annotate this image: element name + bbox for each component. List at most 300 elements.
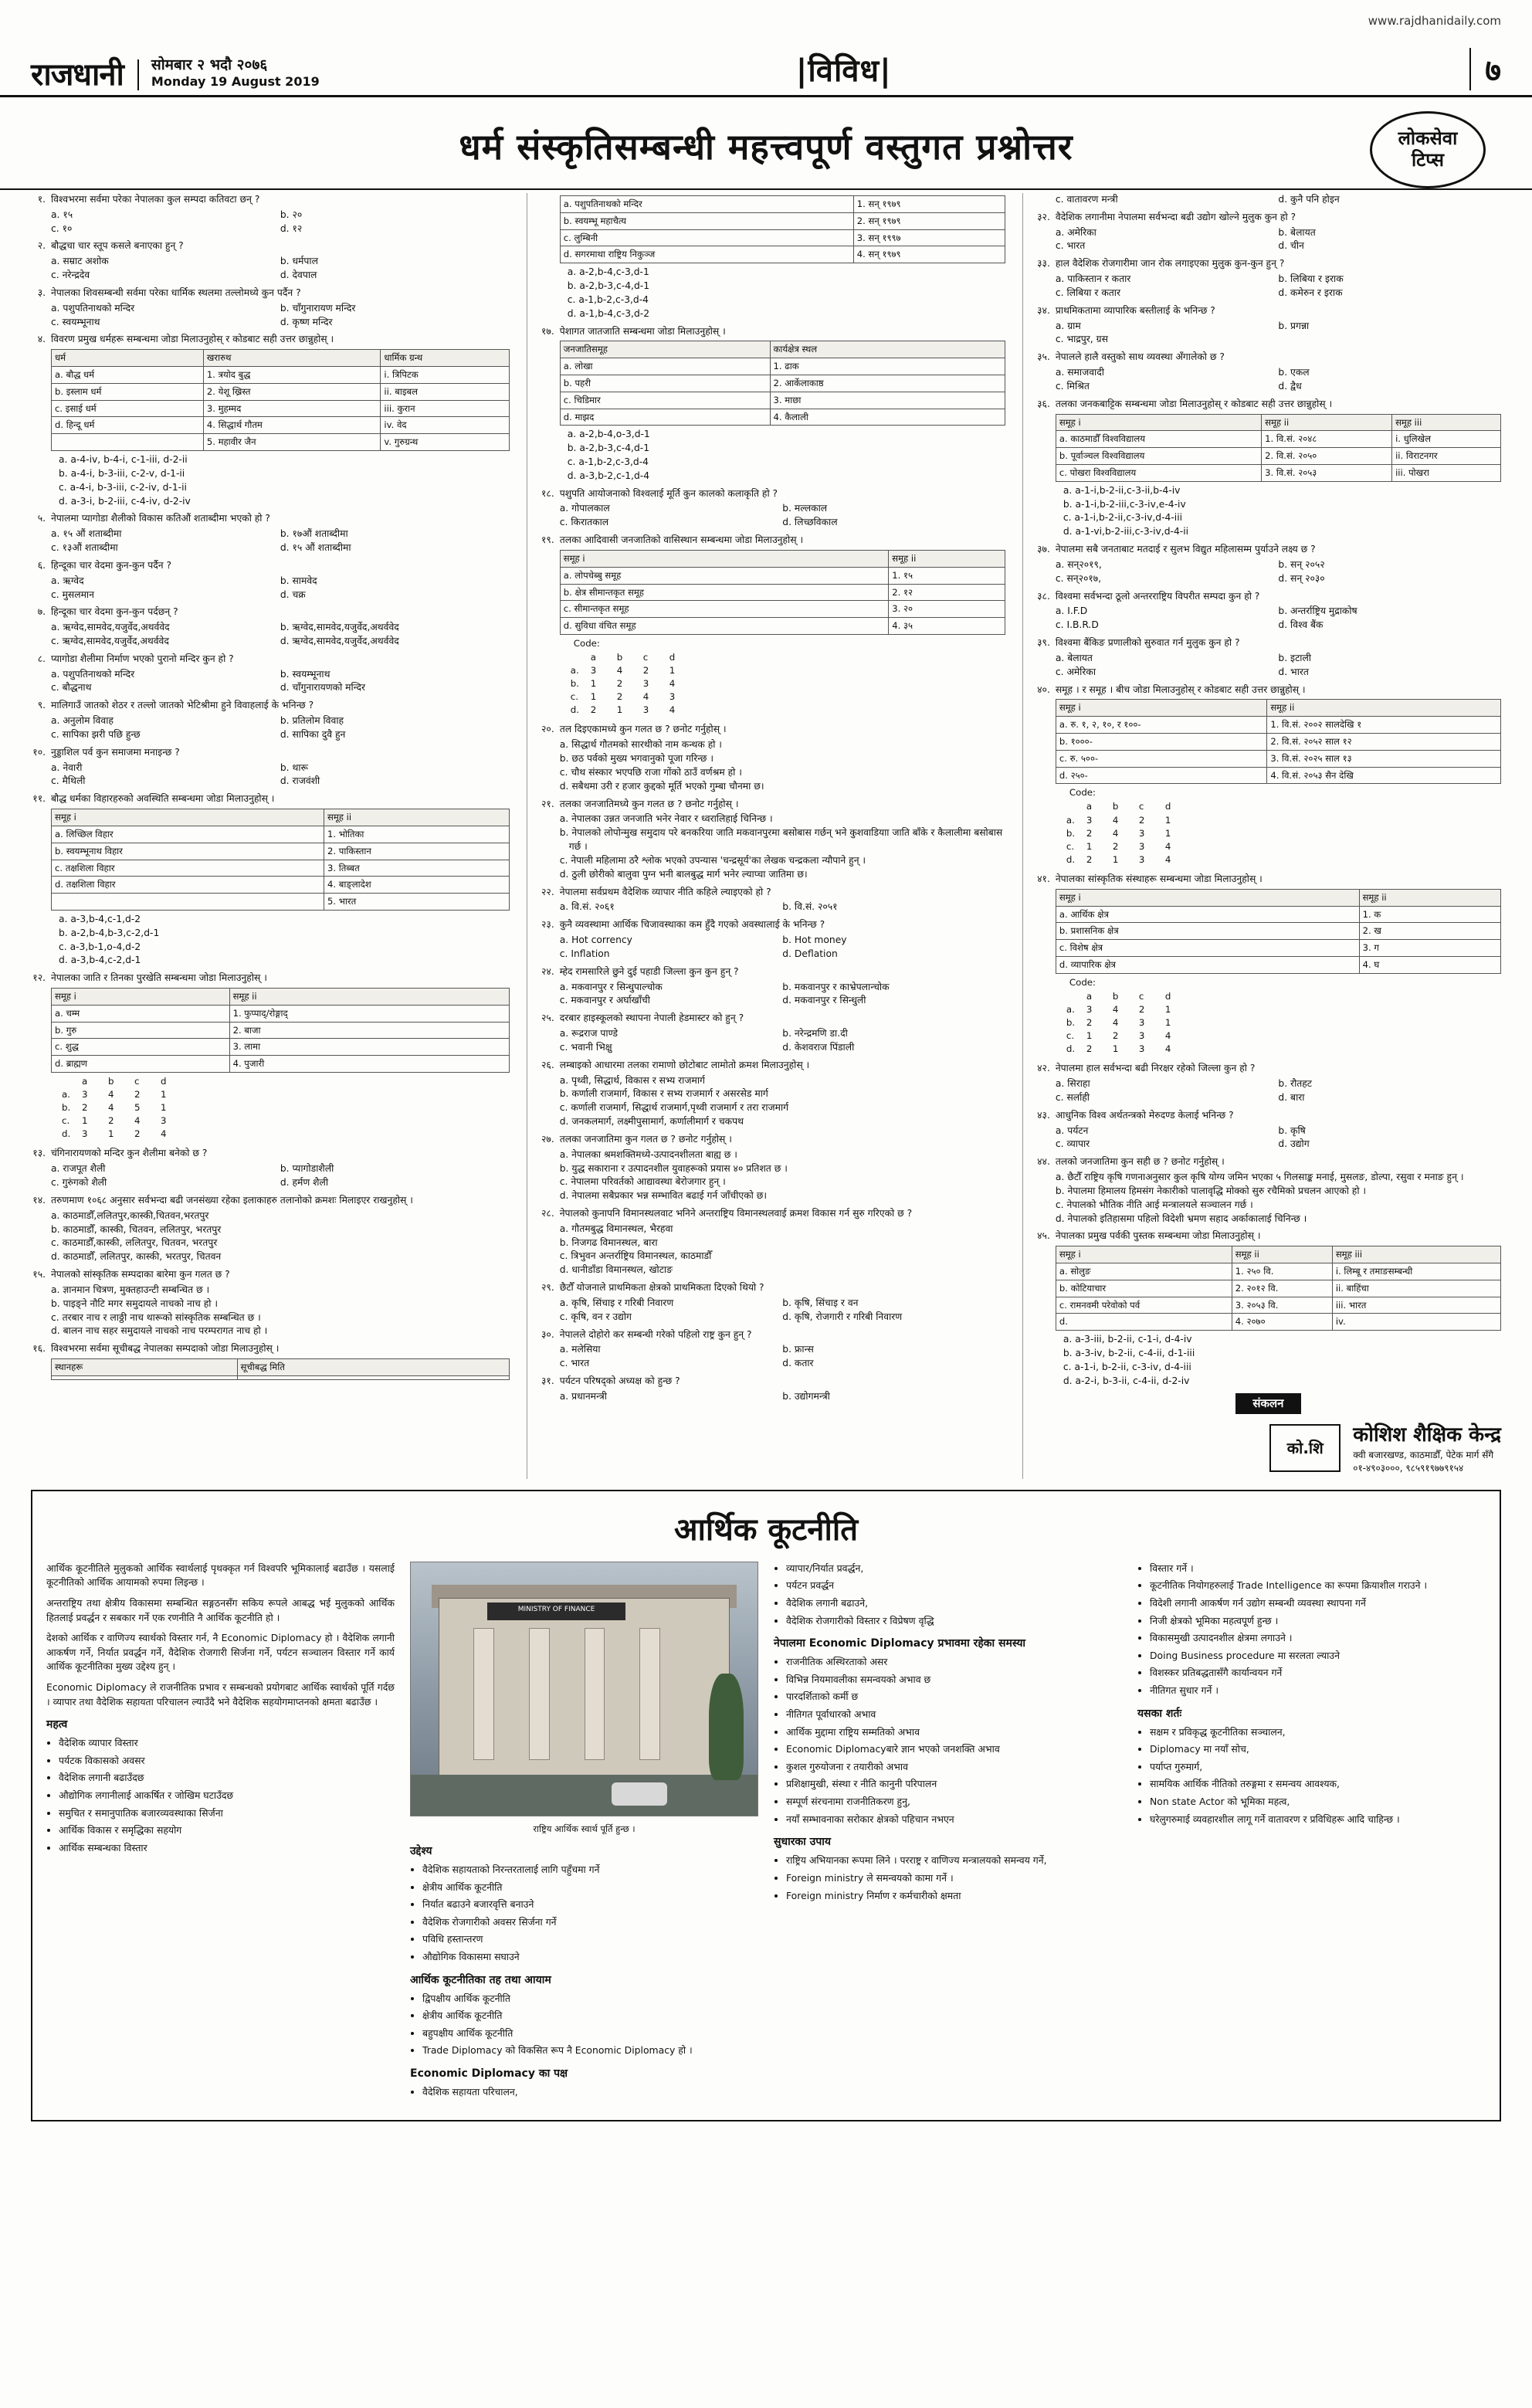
- option-item[interactable]: b. मल्लकाल: [782, 503, 828, 514]
- option-item[interactable]: d. बारा: [1278, 1091, 1305, 1103]
- option-item[interactable]: b. रौतहट: [1278, 1078, 1312, 1090]
- option-item[interactable]: c. वातावरण मन्त्री: [1055, 194, 1118, 205]
- option-item[interactable]: a. काठमाडौँ,ललितपुर,कास्की,चितवन,भरतपुर: [51, 1209, 209, 1221]
- question-body: [1056, 257, 1501, 300]
- option-item[interactable]: b. प्यागोडाशैली: [280, 1163, 334, 1175]
- option-item[interactable]: a. १५: [51, 209, 73, 220]
- code-row[interactable]: [1066, 1003, 1501, 1016]
- option-item[interactable]: d. सबैथमा उरी र हजार कुद्दको मूर्ति भएको गुम्बा चौनमा छ।: [559, 780, 764, 792]
- answer-choice[interactable]: c. a-4-i, b-3-iii, c-2-iv, d-1-ii: [59, 481, 187, 493]
- answer-code-grid: [571, 637, 1005, 717]
- code-header-cell: b: [616, 652, 623, 663]
- answer-choice[interactable]: b. a-1-i,b-2-iii,c-3-iv,e-4-iv: [1063, 498, 1186, 510]
- option-item[interactable]: d. विश्व बैंक: [1278, 619, 1324, 631]
- code-cell: 5: [134, 1102, 141, 1114]
- code-cell: 2: [590, 704, 597, 716]
- option-item[interactable]: c. नेपाली महिलामा ठरै श्लोक भएको उपन्यास 'चन्द्रसूर्य'का लेखक चन्द्रकला न्यौपाने हुन् ।: [559, 854, 866, 866]
- code-cell: 4: [1112, 1017, 1119, 1029]
- code-cell: 1: [1086, 1030, 1093, 1042]
- option-item[interactable]: c. १०: [51, 222, 73, 234]
- code-row[interactable]: [1066, 814, 1501, 827]
- option-item[interactable]: a. बेलायत: [1055, 652, 1093, 663]
- table-header-cell: समूह i: [52, 809, 324, 826]
- option-item[interactable]: c. कर्णाली राजमार्ग, सिद्धार्थ राजमार्ग,पृथ्वी राजमार्ग र तरा राजमार्ग: [559, 1102, 789, 1114]
- option-item[interactable]: b. नेपालको लोपोन्मुख समुदाय परे बनकरिया जाति मकवानपुरमा बसोबास गर्छन् भने कुशवाडियाा जाति बाँके र कैलालीमा बसोबास गर्छ ।: [559, 827, 1003, 853]
- option-list: [51, 761, 510, 789]
- table-header-cell: समूह ii: [1267, 700, 1501, 717]
- article-heading: आर्थिक कूटनीति: [673, 1511, 859, 1548]
- question-number: ४२.: [1037, 1063, 1050, 1074]
- option-item[interactable]: a. पाकिस्तान र कतार: [1055, 273, 1131, 285]
- option-item[interactable]: a. रूद्रराज पाण्डे: [559, 1028, 619, 1040]
- question-body: [560, 723, 1005, 793]
- option-item[interactable]: d. जनकलमार्ग, लक्ष्मीपुसामार्ग, कर्णालीमार्ग र चकपथ: [559, 1116, 744, 1128]
- answer-choice[interactable]: d. a-3,b-4,c-2,d-1: [59, 955, 141, 966]
- option-item[interactable]: b. लिबिया र इराक: [1278, 273, 1344, 285]
- question-text: नेपालमा सबै जनताबाट मतदाई र सुलभ विद्युत महिलासम्म पुर्याउने लक्ष्य छ ?: [1055, 544, 1316, 555]
- option-item[interactable]: a. कृषि, सिंचाइ र गरिबी निवारण: [559, 1297, 674, 1308]
- option-item[interactable]: a. Hot corrency: [559, 934, 632, 946]
- code-cell: 2: [134, 1089, 141, 1101]
- option-item[interactable]: a. I.F.D: [1055, 605, 1088, 617]
- table-row: [560, 618, 1005, 635]
- code-cell: 2: [616, 691, 623, 703]
- option-item[interactable]: a. सिराहा: [1055, 1078, 1090, 1090]
- answer-code-grid: [62, 1075, 510, 1141]
- option-item[interactable]: c. Inflation: [559, 948, 610, 959]
- option-item[interactable]: b. Hot money: [782, 934, 847, 946]
- option-item[interactable]: c. सन्२०१७,: [1055, 572, 1102, 584]
- option-item[interactable]: b. अन्तर्राष्ट्रिय मुद्राकोष: [1278, 605, 1357, 617]
- option-item[interactable]: c. I.B.R.D: [1055, 619, 1099, 631]
- option-item[interactable]: a. ऋग्वेद: [51, 575, 84, 586]
- option-item[interactable]: c. मुसलमान: [51, 588, 94, 600]
- option-item[interactable]: d. १२: [280, 222, 303, 234]
- option-item[interactable]: b. सामवेद: [280, 575, 317, 586]
- option-item[interactable]: b. धर्मपाल: [280, 256, 318, 267]
- answer-choice[interactable]: a. a-2,b-4,c-3,d-1: [567, 266, 649, 278]
- option-item[interactable]: c. गुरुंगको शैली: [51, 1177, 107, 1189]
- option-list: [51, 209, 510, 236]
- option-item[interactable]: b. प्रतिलोम विवाह: [280, 715, 344, 727]
- table-cell: 4. वि.सं. २०५३ सैन देखि: [1267, 767, 1501, 784]
- answer-choice[interactable]: b. a-4-i, b-3-iii, c-2-v, d-1-ii: [59, 467, 185, 479]
- code-header-cell: c: [642, 652, 649, 663]
- option-item[interactable]: c. त्रिभुवन अन्तर्राष्ट्रिय विमानस्थल, काठमाडौँ: [559, 1250, 712, 1262]
- option-item[interactable]: a. नेवारी: [51, 761, 83, 773]
- option-item[interactable]: b. कर्णाली राजमार्ग, विकास र सभ्य राजमार्ग र असरसेड मार्ग: [559, 1088, 768, 1100]
- option-item[interactable]: a. प्रधानमन्त्री: [559, 1390, 607, 1402]
- question-body: [1056, 351, 1501, 393]
- question-body: [1056, 683, 1501, 869]
- option-item[interactable]: c. ऋग्वेद,सामवेद,यजुर्वेद,अथर्ववेद: [51, 636, 169, 646]
- answer-choice[interactable]: a. a-1-i,b-2-ii,c-3-ii,b-4-iv: [1063, 484, 1181, 496]
- code-row[interactable]: [1066, 827, 1501, 840]
- table-row: [52, 843, 510, 860]
- option-item[interactable]: d. बालन नाच सहर समुदायले नाचको नाच परम्परागत नाच हो ।: [51, 1325, 268, 1337]
- answer-choice[interactable]: d. a-1,b-4,c-3,d-2: [567, 307, 650, 319]
- publisher-name: कोशिश शैक्षिक केन्द्र: [1353, 1423, 1501, 1447]
- code-row[interactable]: [62, 1128, 510, 1141]
- option-item[interactable]: b. कृषि: [1278, 1124, 1306, 1136]
- option-item[interactable]: b. इटाली: [1278, 652, 1311, 663]
- option-item[interactable]: c. नेपालको भौतिक नीति आई मन्त्रालयले सञ्चालन गर्छ ।: [1055, 1199, 1253, 1210]
- code-row[interactable]: [1066, 1043, 1501, 1056]
- option-item[interactable]: b. १७औं शताब्दीमा: [280, 528, 348, 540]
- code-row[interactable]: [62, 1088, 510, 1101]
- code-header-row: [1066, 800, 1501, 813]
- option-item[interactable]: c. भवानी भिक्षु: [559, 1041, 612, 1053]
- question-text: नेपालका शिवसम्बन्धी सर्वमा परेका धार्मिक स्थलमा तल्लोमध्ये कुन पर्दैन ?: [51, 287, 301, 298]
- option-item[interactable]: a. गोपालकाल: [559, 503, 610, 514]
- option-item[interactable]: b. निजगढ विमानस्थल, बारा: [559, 1236, 658, 1248]
- answer-choice[interactable]: d. a-3-i, b-2-iii, c-4-iv, d-2-iv: [59, 495, 191, 507]
- code-row[interactable]: [1066, 840, 1501, 853]
- code-row[interactable]: [571, 690, 1005, 704]
- option-item[interactable]: d. मकवानपुर र सिन्धुली: [782, 995, 866, 1006]
- option-item[interactable]: b. बेलायत: [1278, 226, 1316, 238]
- table-cell: 2. वि.सं. २०५०: [1262, 448, 1392, 465]
- photo-building-sign: MINISTRY OF FINANCE: [487, 1603, 626, 1620]
- option-item[interactable]: d. लिच्छविकाल: [782, 517, 838, 528]
- option-item[interactable]: d. कृषि, रोजगारी र गरिबी निवारण: [782, 1311, 903, 1322]
- option-list: [51, 302, 510, 330]
- option-item[interactable]: c. मैथिली: [51, 775, 86, 787]
- table-cell: 4. सन् १९७९: [853, 246, 1005, 263]
- option-item[interactable]: a. नेपालका श्रमशक्तिमध्ये-उत्पादनशीलता बाह्य छ ।: [559, 1148, 737, 1160]
- option-item[interactable]: c. स्वयम्भूनाथ: [51, 316, 100, 327]
- option-item[interactable]: c. सर्लाही: [1055, 1091, 1090, 1103]
- table-cell: ii. विराटनगर: [1392, 448, 1501, 465]
- table-cell: b. स्वयम्भूनाथ विहार: [52, 843, 324, 860]
- article-column-2: [410, 1562, 758, 2106]
- code-cell: 4: [108, 1089, 114, 1101]
- option-item[interactable]: d. चक्र: [280, 588, 306, 600]
- table-row: [52, 1005, 510, 1022]
- option-item[interactable]: c. चौथ संस्कार भएपछि राजा गोंको ठाउँ वर्णश्रम हो ।: [559, 766, 742, 778]
- code-cell: a.: [62, 1089, 70, 1101]
- option-item[interactable]: d. हर्मण शैली: [280, 1177, 329, 1189]
- option-item[interactable]: a. राजपूत शैली: [51, 1163, 106, 1175]
- answer-code-grid: [1066, 786, 1501, 867]
- code-cell: 1: [1164, 1017, 1171, 1029]
- newspaper-logo: राजधानी: [31, 59, 139, 90]
- table-header-cell: जनजातिसमूह: [560, 341, 770, 358]
- option-item[interactable]: b. मकवानपुर र काभ्रेपलान्चोक: [782, 981, 890, 992]
- option-item[interactable]: c. काठमाडौँ,कास्की, ललितपुर, चितवन, भरतपुर: [51, 1237, 218, 1249]
- option-item[interactable]: a. छैटौँ राष्ट्रिय कृषि गणनाअनुसार कुल कृषि योग्य जमिन भएका ५ गिलसाङ्क मनाई, मुसलङ, डोल्पा, रसुवा र मनाङ हुन् ।: [1055, 1172, 1464, 1183]
- option-item[interactable]: c. भाद्रपुर, ग्रस: [1055, 334, 1108, 345]
- question-body: [1056, 304, 1501, 347]
- list-item: • सामयिक आर्थिक नीतिको तरुङ्गमा र समन्वय आवश्यक,: [1150, 1777, 1486, 1792]
- table-cell: iii. कुरान: [381, 400, 509, 417]
- option-item[interactable]: b. छठ पर्वको मुख्य भगवानुको पूजा गरिन्छ ।: [559, 753, 713, 765]
- option-item[interactable]: b. एकल: [1278, 367, 1310, 378]
- list-item: • विशस्कर प्रतिबद्धतासँगै कार्यान्वयन गर्ने: [1150, 1666, 1486, 1681]
- option-item[interactable]: c. किरातकाल: [559, 517, 609, 528]
- option-item[interactable]: c. लिबिया र कतार: [1055, 287, 1120, 298]
- quiz-question: [1035, 683, 1501, 869]
- code-row[interactable]: [571, 664, 1005, 677]
- option-item[interactable]: a. वि.सं. २०६१: [559, 901, 615, 913]
- option-item[interactable]: d. कतार: [782, 1358, 814, 1369]
- option-item[interactable]: b. युद्ध सकाराना र उत्पादनशील युवाहरूको प्रयास ४० प्रतिशत छ ।: [559, 1162, 788, 1174]
- list-item: • औद्योगिक लगानीलाई आकर्षित र जोखिम घटाउँदछ: [59, 1789, 395, 1803]
- option-item[interactable]: d. Deflation: [782, 948, 838, 959]
- table-cell: 2. आर्केलाकाष्ठ: [770, 375, 1005, 392]
- code-cell: 3: [1138, 853, 1145, 865]
- option-item[interactable]: c. बौद्धनाथ: [51, 682, 92, 694]
- option-item[interactable]: d. उद्योग: [1278, 1138, 1310, 1150]
- option-item[interactable]: d. नेपालको इतिहासमा पहिलो विदेशी भ्रमण सहाद अर्काकालाई चिनिन्छ ।: [1055, 1212, 1307, 1224]
- article-paragraph: देशको आर्थिक र वाणिज्य स्वार्थको विस्तार गर्न, नै Economic Diplomacy हो । वैदेशिक लगानी आकर्षण गर्ने, निर्यात प्रवर्द्धन गर्ने, वैदेशिक रोजगारी सिर्जना गर्ने, पर्यटन सञ्चालन विस्तार गर्ने कार्य आर्थिक कूटनीतिका मुख्य उद्देश्य हुन् ।: [46, 1632, 395, 1673]
- code-header-cell: [1066, 990, 1086, 1003]
- option-item[interactable]: d. काठमाडौँ, ललितपुर, कास्की, भरतपुर, चितवन: [51, 1251, 222, 1263]
- code-cell: 3: [1138, 1017, 1145, 1029]
- option-item[interactable]: b. सन् २०५२: [1278, 558, 1325, 570]
- code-cell: a.: [1066, 1003, 1075, 1015]
- article-subheading: आर्थिक कूटनीतिका तह तथा आयाम: [410, 1973, 551, 1986]
- option-item[interactable]: a. समाजवादी: [1055, 367, 1104, 378]
- question-text: म्हेद रामसारिले छुने दुई पहाडी जिल्ला कुन कुन हुन् ?: [559, 965, 739, 977]
- option-item[interactable]: c. मिश्रित: [1055, 380, 1090, 392]
- list-item: • निजी क्षेत्रको भूमिका महत्वपूर्ण हुन्छ ।: [1150, 1614, 1486, 1629]
- option-item[interactable]: d. ठुली छोरीको बालुवा पुग्न भनी बालबुद्ध मार्ग भनेर ल्याप्चा जातिमा छ।: [559, 868, 808, 880]
- code-row[interactable]: [62, 1114, 510, 1128]
- option-item[interactable]: a. पृथ्वी, सिद्धार्थ, विकास र सभ्य राजमार्ग: [559, 1074, 705, 1086]
- option-list: [51, 1284, 510, 1338]
- code-cell: 1: [590, 691, 597, 703]
- answer-choice[interactable]: c. a-3,b-1,o-4,d-2: [59, 941, 141, 952]
- option-list: [1056, 558, 1501, 586]
- table-cell: d. तक्षशिला विहार: [52, 877, 324, 894]
- option-item[interactable]: a. ज्ञानमान चित्रण, मुक्तहाउन्टी सम्बन्धित छ ।: [51, 1284, 210, 1295]
- table-row: [1056, 464, 1500, 481]
- option-item[interactable]: b. स्वयम्भूनाथ: [280, 668, 330, 680]
- option-item[interactable]: b. ऋग्वेद,सामवेद,यजुर्वेद,अथर्ववेद: [280, 622, 399, 633]
- photo-pillar-1: [473, 1628, 494, 1760]
- option-item[interactable]: d. कृष्ण मन्दिर: [280, 316, 333, 327]
- code-row[interactable]: [1066, 1016, 1501, 1029]
- answer-choice[interactable]: d. a-3,b-2,c-1,d-4: [567, 470, 650, 481]
- option-list: [1056, 1171, 1501, 1226]
- quiz-question: [1035, 543, 1501, 585]
- table-cell: b. पूर्वाञ्चल विश्वविद्यालय: [1056, 448, 1261, 465]
- option-item[interactable]: b. कृषि, सिंचाइ र वन: [782, 1297, 859, 1308]
- table-header-cell: समूह ii: [1262, 414, 1392, 431]
- question-body: [51, 512, 510, 555]
- option-item[interactable]: c. व्यापार: [1055, 1138, 1090, 1150]
- option-item[interactable]: a. अमेरिका: [1055, 226, 1096, 238]
- question-body: [51, 1194, 510, 1264]
- option-item[interactable]: a. सन्२०१९,: [1055, 558, 1102, 570]
- table-row: [560, 409, 1005, 426]
- option-item[interactable]: c. नेपालमा परिवर्तको आद्यावस्था बेरोजगार हुन् ।: [559, 1176, 726, 1188]
- code-row[interactable]: [62, 1101, 510, 1114]
- option-item[interactable]: a. पशुपतिनाथको मन्दिर: [51, 302, 135, 314]
- badge-line-1: लोकसेवा: [1398, 127, 1458, 150]
- list-item: • राजनीतिक अस्थिरताको असर: [786, 1655, 1122, 1670]
- table-row: [1056, 717, 1500, 734]
- option-item[interactable]: a. ग्राम: [1055, 320, 1081, 331]
- option-item[interactable]: d. द्वैध: [1278, 380, 1302, 392]
- masthead: [0, 0, 1532, 97]
- question-body: [1056, 1155, 1501, 1226]
- list-item: • Economic Diplomacyबारे ज्ञान भएको जनशक्ति अभाव: [786, 1742, 1122, 1757]
- option-item[interactable]: d. धानीडाँडा विमानस्थल, खोटाङ: [559, 1264, 673, 1276]
- option-item[interactable]: c. तरबार नाच र लाठ्ठी नाच थारूको सांस्कृतिक सम्बन्धित छ ।: [51, 1311, 261, 1323]
- table-cell: 4. ३५: [889, 618, 1005, 635]
- question-body: [1056, 543, 1501, 585]
- question-number: २३.: [541, 919, 554, 931]
- code-cell: 1: [590, 678, 597, 690]
- option-item[interactable]: b. वि.सं. २०५१: [782, 901, 838, 913]
- option-item[interactable]: a. मलेसिया: [559, 1344, 601, 1355]
- table-row: [52, 826, 510, 843]
- website-url[interactable]: www.rajdhanidaily.com: [1368, 14, 1501, 28]
- answer-choice[interactable]: d. a-1-vi,b-2-iii,c-3-iv,d-4-ii: [1063, 526, 1189, 538]
- quiz-question: [31, 287, 510, 329]
- option-item[interactable]: a. नेपालका उन्नत जनजाति भनेर नेवार र ध्वरालिहाई चिनिन्छ ।: [559, 813, 773, 825]
- option-item[interactable]: a. ऋग्वेद,सामवेद,यजुर्वेद,अथर्ववेद: [51, 622, 170, 633]
- answer-choice[interactable]: c. a-1,b-2,c-3,d-4: [567, 456, 649, 467]
- question-number: ३९.: [1037, 637, 1050, 649]
- option-item[interactable]: a. अनुलोम विवाह: [51, 715, 114, 727]
- table-cell: 4. सिद्धार्थ गौतम: [203, 417, 381, 434]
- option-item[interactable]: b. थारू: [280, 761, 309, 773]
- option-item[interactable]: d. सापिका दुवै हुन: [280, 728, 346, 740]
- compiler-label: संकलन: [1235, 1393, 1300, 1415]
- answer-choice[interactable]: b. a-3-iv, b-2-ii, c-4-ii, d-1-iii: [1063, 1348, 1195, 1359]
- article-subheading: सुधारका उपाय: [774, 1836, 832, 1849]
- option-item[interactable]: c. मकवानपुर र अर्घाखाँची: [559, 995, 650, 1006]
- code-row[interactable]: [1066, 1029, 1501, 1043]
- code-cell: 4: [642, 691, 649, 703]
- option-item[interactable]: b. पाइङ्ने नौटि मगर समुदायले नाचको नाच हो ।: [51, 1297, 219, 1309]
- table-cell: d. २५०-: [1056, 767, 1266, 784]
- option-item[interactable]: c. भारत: [1055, 240, 1086, 252]
- option-item[interactable]: b. २०: [280, 209, 303, 220]
- table-header-cell: खरारुथ: [203, 350, 381, 367]
- option-item[interactable]: c. सापिका झरी पछि हुन्छ: [51, 728, 141, 740]
- code-cell: 4: [108, 1102, 114, 1114]
- option-item[interactable]: a. मकवानपुर र सिन्धुपाल्चोक: [559, 981, 663, 992]
- option-item[interactable]: d. चीन: [1278, 240, 1304, 252]
- question-text: विवरण प्रमुख धर्महरू सम्बन्धमा जोडा मिलाउनुहोस् र कोडबाट सही उत्तर छान्नुहोस् ।: [51, 334, 334, 345]
- question-number: ४३.: [1037, 1109, 1050, 1121]
- option-item[interactable]: a. १५ औं शताब्दीमा: [51, 528, 122, 540]
- list-item: • Doing Business procedure मा सरलता ल्याउने: [1150, 1649, 1486, 1664]
- list-item: • समुचित र समानुपातिक बजारव्यवस्थाका सिर्जना: [59, 1806, 395, 1821]
- option-item[interactable]: c. नरेन्द्रदेव: [51, 270, 90, 281]
- option-item[interactable]: d. कमेरुन र इराक: [1278, 287, 1343, 298]
- code-cell: 4: [1112, 814, 1119, 826]
- option-item[interactable]: b. काठमाडौँ, कास्की, चितवन, ललितपुर, भरतपुर: [51, 1223, 222, 1235]
- table-cell: ii. बाहिंचा: [1332, 1280, 1500, 1297]
- option-item[interactable]: c. १३औं शताब्दीमा: [51, 542, 118, 554]
- option-item[interactable]: d. केशवराज पिंडाली: [782, 1041, 855, 1053]
- option-item[interactable]: b. नरेन्द्रमणि डा.दी: [782, 1028, 848, 1040]
- answer-choice[interactable]: c. a-1-i, b-2-ii, c-3-iv, d-4-iii: [1063, 1361, 1191, 1372]
- option-item[interactable]: d. कुनै पनि होइन: [1278, 194, 1340, 205]
- answer-choice[interactable]: d. a-2-i, b-3-ii, c-4-ii, d-2-iv: [1063, 1375, 1190, 1386]
- question-body: [51, 1342, 510, 1382]
- masthead-right: [1368, 14, 1501, 90]
- answer-choice[interactable]: c. a-1,b-2,c-3,d-4: [567, 293, 649, 305]
- code-row[interactable]: [571, 704, 1005, 717]
- option-item[interactable]: d. चाँगुनारायणको मन्दिर: [280, 682, 366, 694]
- code-cell: 3: [590, 665, 597, 677]
- code-cell: d.: [1066, 1043, 1076, 1055]
- option-item[interactable]: a. सिद्धार्थ गौतमको सारथीको नाम कन्थक हो ।: [559, 739, 722, 751]
- question-text: नेपालका जाति र तिनका पुरखेति सम्बन्धमा जोडा मिलाउनुहोस् ।: [51, 972, 267, 984]
- option-item[interactable]: c. अमेरिका: [1055, 666, 1096, 677]
- option-list: [560, 1343, 1005, 1371]
- option-item[interactable]: b. फ्रान्स: [782, 1344, 814, 1355]
- answer-choice[interactable]: b. a-2,b-3,c-4,d-1: [567, 443, 650, 454]
- answer-choice[interactable]: b. a-2,b-3,c-4,d-1: [567, 280, 650, 292]
- option-item[interactable]: d. ऋग्वेद,सामवेद,यजुर्वेद,अथर्ववेद: [280, 636, 399, 646]
- table-cell: 3. वि.सं. २०५३: [1262, 464, 1392, 481]
- option-item[interactable]: d. देवपाल: [280, 270, 317, 281]
- code-cell: 2: [1112, 1030, 1119, 1042]
- quiz-question: [1035, 590, 1501, 633]
- answer-choice[interactable]: b. a-2,b-4,b-3,c-2,d-1: [59, 927, 160, 938]
- option-list: [51, 527, 510, 555]
- option-item[interactable]: d. राजवंशी: [280, 775, 320, 787]
- article-subheading: उद्देश्य: [410, 1845, 432, 1857]
- table-row: [1056, 1263, 1500, 1280]
- option-item[interactable]: b. चाँगुनारायण मन्दिर: [280, 302, 356, 314]
- table-cell: 2. येशू ख्रिस्त: [203, 383, 381, 400]
- table-row: [52, 383, 510, 400]
- question-number: ५.: [37, 513, 46, 524]
- code-row[interactable]: [1066, 853, 1501, 867]
- option-item[interactable]: a. गौतमबुद्ध विमानस्थल, भैरहवा: [559, 1223, 673, 1234]
- option-item[interactable]: d. नेपालमा सबैप्रकार भन्न सम्भावित बढाई गर्न जाँचीएको छ।: [559, 1190, 768, 1202]
- answer-choice[interactable]: c. a-1-i,b-2-ii,c-3-iv,d-4-iii: [1063, 512, 1183, 524]
- option-item[interactable]: b. नेपालमा हिमालय हिमसंग नेकारीको पालावृद्धि मोक्को सुरु रचैमिको प्रचलन आएको हो ।: [1055, 1185, 1367, 1196]
- question-body: [560, 1059, 1005, 1129]
- option-item[interactable]: d. १५ औं शताब्दीमा: [280, 542, 351, 554]
- quiz-question: [31, 1342, 510, 1382]
- option-item[interactable]: c. भारत: [559, 1358, 590, 1369]
- table-row: [560, 601, 1005, 618]
- table-cell: 2. ख: [1359, 923, 1500, 940]
- question-text: हिन्दूका चार वेदमा कुन-कुन पर्दछन् ?: [51, 606, 178, 618]
- answer-choice[interactable]: a. a-3-iii, b-2-ii, c-1-i, d-4-iv: [1063, 1334, 1192, 1345]
- table-row: [560, 212, 1005, 229]
- question-number: २२.: [541, 886, 554, 897]
- answer-choice[interactable]: a. a-3,b-4,c-1,d-2: [59, 913, 141, 924]
- option-item[interactable]: b. प्रगन्ना: [1278, 320, 1310, 331]
- question-number: ४०.: [1037, 683, 1050, 695]
- option-item[interactable]: a. पर्यटन: [1055, 1124, 1089, 1136]
- option-item[interactable]: c. कृषि, वन र उद्योग: [559, 1311, 632, 1322]
- code-row[interactable]: [571, 677, 1005, 690]
- option-item[interactable]: a. पशुपतिनाथको मन्दिर: [51, 668, 135, 680]
- question-text: नेपालमा प्यागोडा शैलीको विकास कतिऔं शताब्दीमा भएको हो ?: [51, 513, 270, 524]
- option-item[interactable]: a. सम्राट अशोक: [51, 256, 109, 267]
- option-item[interactable]: d. सन् २०३०: [1278, 572, 1325, 584]
- option-item[interactable]: d. भारत: [1278, 666, 1309, 677]
- answer-choice[interactable]: a. a-4-iv, b-4-i, c-1-iii, d-2-ii: [59, 454, 188, 466]
- match-table: [51, 809, 510, 911]
- answer-choice-list: [59, 453, 510, 508]
- answer-choice[interactable]: a. a-2,b-4,o-3,d-1: [567, 429, 650, 440]
- table-cell: 2. सन् १९७९: [853, 212, 1005, 229]
- option-item[interactable]: b. उद्योगमन्त्री: [782, 1390, 830, 1402]
